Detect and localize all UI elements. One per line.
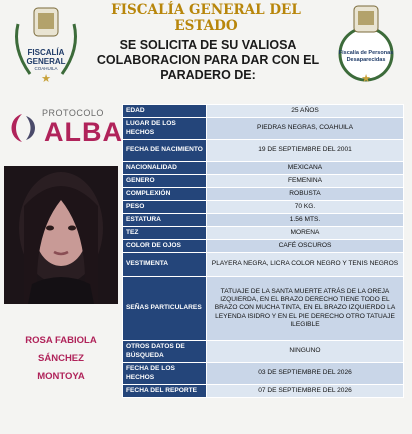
row-label: GENERO [123,175,207,188]
table-row [123,214,404,227]
table-row [123,341,404,363]
table-row [123,385,404,398]
table-row [123,201,404,214]
person-info-table [122,104,404,398]
table-row [123,227,404,240]
star-icon: ★ [361,73,371,85]
row-value: ROBUSTA [207,188,404,201]
row-value: 70 KG. [207,201,404,214]
row-label: NACIONALIDAD [123,162,207,175]
row-value: CAFÉ OSCUROS [207,240,404,253]
table-row [123,105,404,118]
row-label: COMPLEXIÓN [123,188,207,201]
protocolo-label: PROTOCOLO [42,108,104,118]
row-value: PIEDRAS NEGRAS, COAHUILA [207,118,404,140]
laurel-icon [10,4,82,84]
table-row [123,253,404,277]
alba-label: ALBA [44,117,123,147]
table-row [123,240,404,253]
row-label: VESTIMENTA [123,253,207,277]
seal-left-subtitle: COAHUILA [34,66,58,71]
seal-right-title: Fiscalía de Personas Desaparecidas [338,50,394,63]
table-row [123,140,404,162]
row-value: FEMENINA [207,175,404,188]
table-row [123,277,404,341]
row-value: MEXICANA [207,162,404,175]
row-label: OTROS DATOS DE BÚSQUEDA [123,341,207,363]
name-line-2: SÁNCHEZ [38,353,84,364]
page-title: FISCALÍA GENERAL DEL ESTADO [111,2,301,34]
row-value: PLAYERA NEGRA, LICRA COLOR NEGRO Y TENIS NEGROS [207,253,404,277]
row-label: FECHA DE LOS HECHOS [123,363,207,385]
row-label: FECHA DEL REPORTE [123,385,207,398]
row-value: 1.56 MTS. [207,214,404,227]
name-line-1: ROSA FABIOLA [25,335,97,346]
row-label: EDAD [123,105,207,118]
table-row [123,118,404,140]
row-label: FECHA DE NACIMIENTO [123,140,207,162]
row-label: LUGAR DE LOS HECHOS [123,118,207,140]
row-label: TEZ [123,227,207,240]
row-label: ESTATURA [123,214,207,227]
person-name [4,332,118,386]
name-line-3: MONTOYA [37,371,85,382]
protocolo-alba-logo [4,104,123,150]
row-value: 07 DE SEPTIEMBRE DEL 2026 [207,385,404,398]
row-value: 19 DE SEPTIEMBRE DEL 2001 [207,140,404,162]
table-row [123,363,404,385]
table-row [123,162,404,175]
ribbon-icon [4,110,44,146]
star-icon: ★ [41,73,51,85]
row-value: TATUAJE DE LA SANTA MUERTE ATRÁS DE LA OREJA IZQUIERDA, EN EL BRAZO DERECHO TIENE TODO EL BRAZO CON MUCHA TINTA, EN EL BRAZO IZQUIERDO LA LEYENDA ISIDRO Y EN EL PIE DERECHO OTRO TATUAJE ILEGIBLE [207,277,404,341]
row-value: NINGUNO [207,341,404,363]
row-value: 03 DE SEPTIEMBRE DEL 2026 [207,363,404,385]
laurel-icon [330,4,402,84]
person-photo [4,166,118,304]
table-row [123,175,404,188]
row-value: MORENA [207,227,404,240]
row-label: PESO [123,201,207,214]
fiscalia-desaparecidas-seal [330,4,402,84]
table-row [123,188,404,201]
row-value: 25 AÑOS [207,105,404,118]
headline: SE SOLICITA DE SU VALIOSA COLABORACION PARA DAR CON EL PARADERO DE: [96,38,320,82]
row-label: COLOR DE OJOS [123,240,207,253]
fiscalia-general-seal [10,4,82,84]
seal-left-title: FISCALÍA GENERAL [26,48,66,66]
row-label: SEÑAS PARTICULARES [123,277,207,341]
